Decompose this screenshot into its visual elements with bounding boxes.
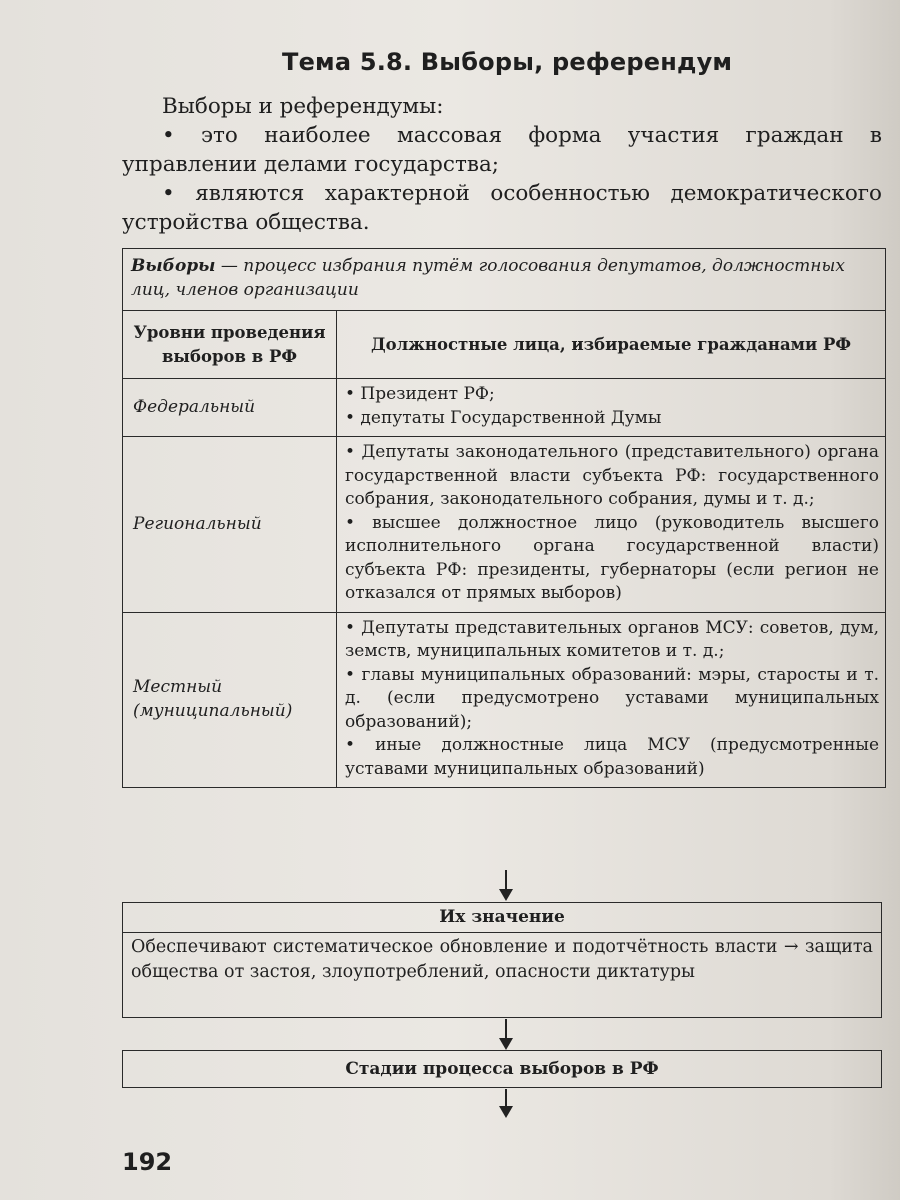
list-item: • депутаты Государственной Думы (345, 407, 662, 428)
list-item: • главы муниципальных образований: мэры, старосты и т. д. (если предусмотрено уставами муниципальных образований); (345, 664, 879, 732)
definition-cell (123, 249, 886, 311)
definition-term: Выборы (131, 256, 216, 276)
header-officials: Должностные лица, избираемые гражданами РФ (337, 311, 886, 379)
arrow-head-icon (499, 1038, 513, 1050)
topic-title: Тема 5.8. Выборы, референдум (282, 48, 733, 76)
officials-cell (337, 379, 886, 437)
header-levels: Уровни проведения выборов в РФ (123, 311, 337, 379)
table-row (123, 612, 886, 788)
down-arrow-icon (505, 1019, 507, 1039)
intro-bullet: • это наиболее массовая форма участия граждан в управлении делами государства; (122, 123, 882, 177)
significance-text: Обеспечивают систематическое обновление и подотчётность власти → защита общества от застоя, злоупотреблений, опасности диктатуры (131, 937, 873, 982)
significance-title: Их значение (123, 903, 881, 933)
page-number: 192 (122, 1148, 173, 1176)
stages-box: Стадии процесса выборов в РФ (122, 1050, 882, 1088)
list-item: • иные должностные лица МСУ (предусмотренные уставами муниципальных образований) (345, 735, 879, 779)
level-cell: Федеральный (123, 379, 337, 437)
arrow-head-icon (499, 1106, 513, 1118)
list-item: • Депутаты представительных органов МСУ: советов, дум, земств, муниципальных комитетов и т. д.; (345, 617, 879, 661)
list-item: • высшее должностное лицо (руководитель высшего исполнительного органа государственной власти) субъекта РФ: президенты, губернаторы (если регион не отказался от прямых выборов) (345, 512, 879, 603)
down-arrow-icon (505, 870, 507, 890)
arrow-head-icon (499, 889, 513, 901)
officials-cell (337, 437, 886, 613)
definition-text: — процесс избрания путём голосования депутатов, должностных лиц, членов организации (131, 256, 845, 300)
down-arrow-icon (505, 1089, 507, 1107)
intro-bullet: • являются характерной особенностью демократического устройства общества. (122, 181, 882, 235)
significance-box (122, 902, 882, 1018)
elections-table (122, 248, 886, 788)
level-cell: Местный (муниципальный) (123, 612, 337, 788)
list-item: • Президент РФ; (345, 384, 495, 404)
table-row (123, 379, 886, 437)
level-cell: Региональный (123, 437, 337, 613)
officials-cell (337, 612, 886, 788)
list-item: • Депутаты законодательного (представительного) органа государственной власти субъекта РФ: государственного собрания, законодательного собрания, думы и т. д.; (345, 442, 879, 509)
intro-lead: Выборы и референдумы: (162, 94, 444, 119)
intro-text (122, 92, 882, 237)
table-row (123, 437, 886, 613)
